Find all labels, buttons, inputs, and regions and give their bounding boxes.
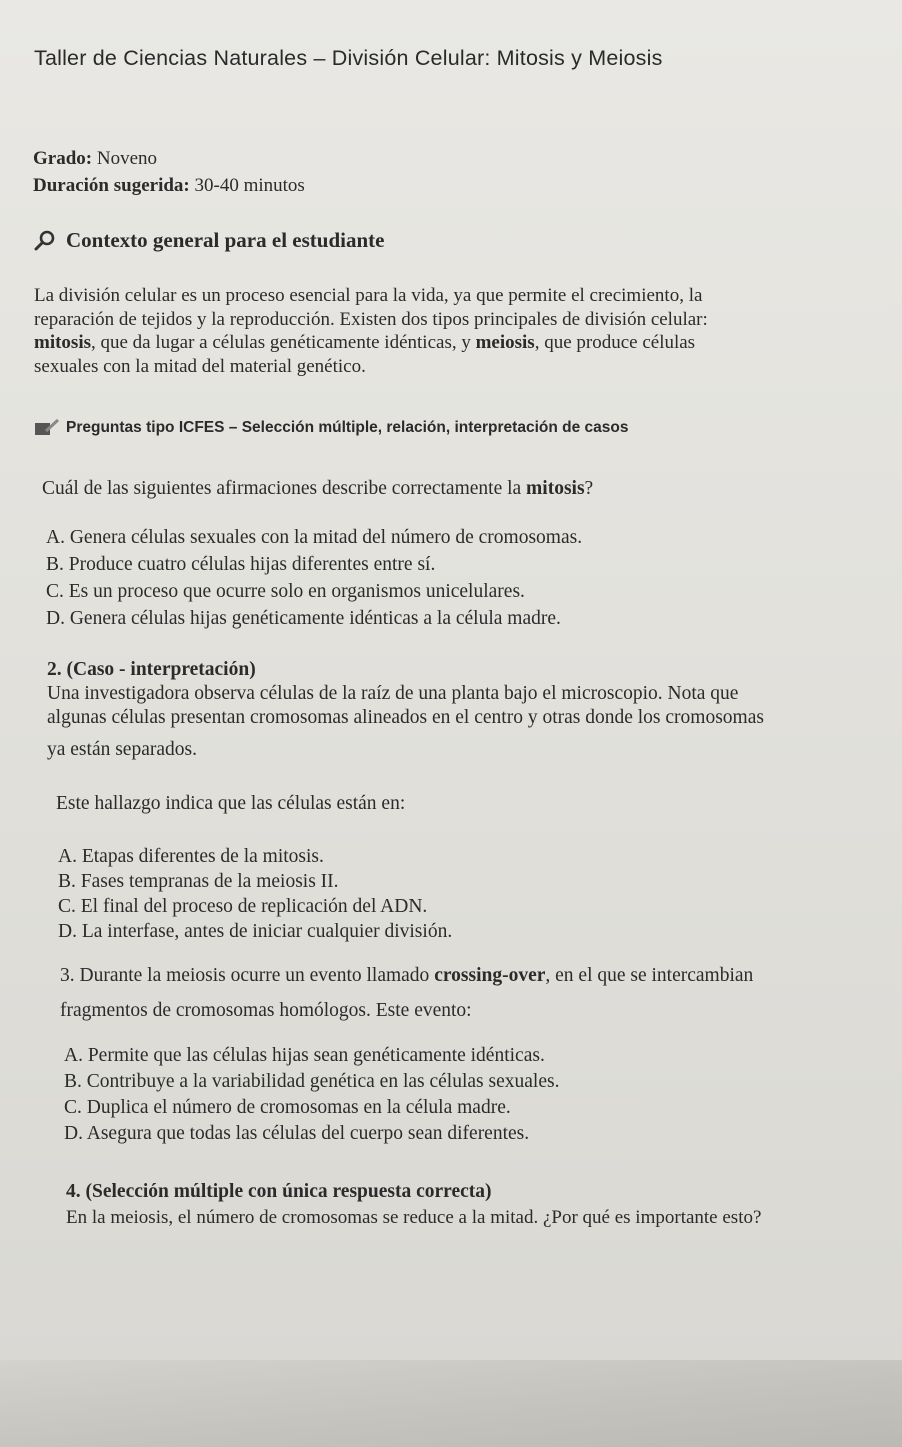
question-2-prompt: Este hallazgo indica que las células están en: — [56, 793, 406, 814]
context-line: reparación de tejidos y la reproducción. Existen dos tipos principales de división celular: — [34, 308, 708, 330]
q2-option-b: B. Fases tempranas de la meiosis II. — [58, 871, 339, 892]
term-meiosis: meiosis — [475, 332, 535, 353]
q3-option-d: D. Asegura que todas las células del cuerpo sean diferentes. — [64, 1123, 530, 1144]
context-line — [34, 331, 864, 355]
question-1-text: Cuál de las siguientes afirmaciones describe correctamente la — [42, 478, 527, 499]
pencil-writing-icon — [34, 419, 60, 437]
question-2-line: algunas células presentan cromosomas alineados en el centro y otras donde los cromosomas — [47, 707, 764, 728]
question-1 — [42, 477, 593, 501]
context-line: La división celular es un proceso esencial para la vida, ya que permite el crecimiento, la — [34, 285, 703, 306]
term-mitosis: mitosis — [34, 332, 91, 353]
q3-option-a: A. Permite que las células hijas sean genéticamente idénticas. — [64, 1045, 545, 1066]
q1-option-d: D. Genera células hijas genéticamente idénticas a la célula madre. — [46, 608, 561, 629]
icfes-heading — [34, 419, 628, 437]
grade-value: Noveno — [96, 148, 158, 169]
q2-option-a: A. Etapas diferentes de la mitosis. — [58, 846, 324, 867]
duration-value: 30-40 minutos — [194, 175, 305, 196]
context-heading-text: Contexto general para el estudiante — [66, 228, 385, 252]
q3-option-c: C. Duplica el número de cromosomas en la célula madre. — [64, 1097, 511, 1118]
context-line: sexuales con la mitad del material genético. — [34, 355, 366, 377]
grade-line — [33, 148, 157, 170]
duration-label: Duración sugerida: — [33, 175, 190, 196]
question-4-line: En la meiosis, el número de cromosomas se reduce a la mitad. ¿Por qué es importante esto? — [66, 1207, 762, 1228]
q3-option-b: B. Contribuye a la variabilidad genética en las células sexuales. — [64, 1071, 560, 1092]
context-heading — [34, 228, 384, 253]
question-3 — [60, 964, 753, 988]
question-3-text: 3. Durante la meiosis ocurre un evento llamado — [60, 965, 435, 986]
question-3-line: fragmentos de cromosomas homólogos. Este evento: — [60, 1000, 472, 1021]
q2-option-c: C. El final del proceso de replicación del ADN. — [58, 896, 428, 917]
q1-option-c: C. Es un proceso que ocurre solo en organismos unicelulares. — [46, 581, 525, 602]
magnifier-icon — [34, 230, 56, 252]
question-2-heading: 2. (Caso - interpretación) — [47, 659, 256, 680]
question-2-line: ya están separados. — [47, 739, 197, 760]
q1-option-b: B. Produce cuatro células hijas diferentes entre sí. — [46, 554, 436, 575]
page-title: Taller de Ciencias Naturales – División Celular: Mitosis y Meiosis — [34, 46, 663, 70]
question-1-end: ? — [584, 478, 594, 499]
q1-option-a: A. Genera células sexuales con la mitad del número de cromosomas. — [46, 527, 583, 548]
question-4-heading: 4. (Selección múltiple con única respuesta correcta) — [66, 1181, 492, 1202]
icfes-heading-text: Preguntas tipo ICFES – Selección múltiple, relación, interpretación de casos — [66, 419, 629, 436]
context-text: , que da lugar a células genéticamente idénticas, y — [91, 332, 476, 353]
question-1-term: mitosis — [526, 478, 585, 499]
grade-label: Grado: — [33, 148, 93, 169]
question-3-text: , en el que se intercambian — [545, 965, 754, 986]
context-text: , que produce células — [534, 332, 696, 353]
term-crossing-over: crossing-over — [434, 965, 546, 986]
q2-option-d: D. La interfase, antes de iniciar cualquier división. — [58, 921, 453, 942]
duration-line — [33, 175, 305, 197]
background-shadow — [0, 1360, 902, 1447]
question-2-line: Una investigadora observa células de la raíz de una planta bajo el microscopio. Nota que — [47, 683, 739, 704]
context-paragraph — [34, 284, 864, 378]
